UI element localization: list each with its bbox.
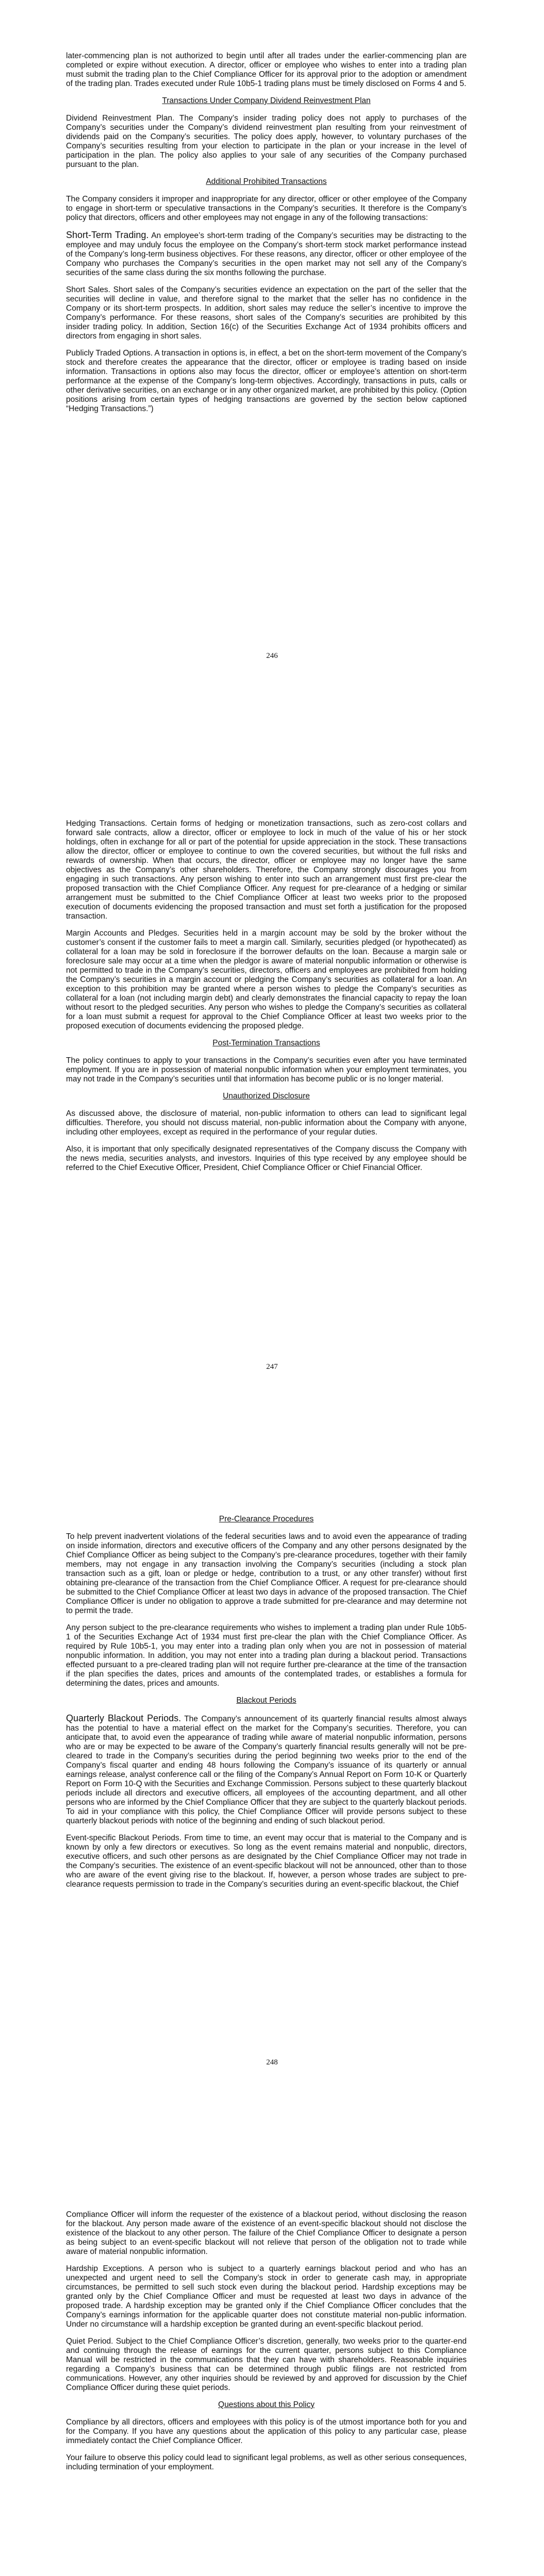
- paragraph-compliance-importance: Compliance by all directors, officers and employees with this policy is of the utmost importance both for you and for the Company. If you have any questions about the application of this policy to any particular case, please immediately contact the Chief Compliance Officer.: [66, 2418, 467, 2445]
- paragraph-event-specific-blackout: Event-specific Blackout Periods. From time to time, an event may occur that is material to the Company and is known by only a few directors or executives. So long as the event remains material and nonpublic, directors, executive officers, and such other persons as are designated by the Chief Compliance Officer may not trade in the Company’s securities. The existence of an event-specific blackout will not be announced, other than to those who are aware of the event giving rise to the blackout. If, however, a person whose trades are subject to pre-clearance requests permission to trade in the Company’s securities during an event-specific blackout, the Chief: [66, 1834, 467, 1889]
- page-number: 248: [266, 2058, 278, 2066]
- document-page-248: [0, 1515, 544, 1897]
- paragraph-blackout-continued: Compliance Officer will inform the requester of the existence of a blackout period, without disclosing the reason for the blackout. Any person made aware of the existence of an event-specific blackout should not disclose the existence of the blackout to any other person. The failure of the Chief Compliance Officer to designate a person as being subject to an event-specific blackout will not relieve that person of the obligation not to trade while aware of material nonpublic information.: [66, 2210, 467, 2256]
- paragraph-dividend-reinvestment: Dividend Reinvestment Plan. The Company’s insider trading policy does not apply to purchases of the Company’s securities under the Company’s dividend reinvestment plan resulting from your reinvestment of dividends paid on the Company’s securities. The policy does apply, however, to voluntary purchases of the Company’s securities resulting from your election to participate in the plan or your increase in the level of participation in the plan. The policy also applies to your sale of any securities of the Company purchased pursuant to the plan.: [66, 114, 467, 169]
- paragraph-trading-plan-preclear: Any person subject to the pre-clearance requirements who wishes to implement a trading plan under Rule 10b5-1 of the Securities Exchange Act of 1934 must first pre-clear the plan with the Chief Compliance Officer. As required by Rule 10b5-1, you may enter into a trading plan only when you are not in possession of material nonpublic information. In addition, you may not enter into a trading plan during a blackout period. Transactions effected pursuant to a pre-cleared trading plan will not require further pre-clearance at the time of the transaction if the plan specifies the dates, prices and amounts of the contemplated trades, or establishes a formula for determining the dates, prices and amounts.: [66, 1623, 467, 1688]
- page-number: 246: [266, 652, 278, 660]
- paragraph-hardship-exceptions: Hardship Exceptions. A person who is subject to a quarterly earnings blackout period and who has an unexpected and urgent need to sell the Company’s stock in order to generate cash may, in appropriate circumstances, be permitted to sell such stock even during the blackout period. Hardship exceptions may be granted only by the Chief Compliance Officer and must be requested at least two days in advance of the proposed trade. A hardship exception may be granted only if the Chief Compliance Officer concludes that the Company’s earnings information for the applicable quarter does not constitute material non-public information. Under no circumstance will a hardship exception be granted during an event-specific blackout period.: [66, 2264, 467, 2329]
- paragraph-short-term-trading: [66, 230, 467, 278]
- heading-pre-clearance: Pre-Clearance Procedures: [219, 1515, 314, 1523]
- paragraph-hedging-transactions: Hedging Transactions. Certain forms of hedging or monetization transactions, such as zero-cost collars and forward sale contracts, allow a director, officer or employee to lock in much of the value of his or her stock holdings, often in exchange for all or part of the potential for upside appreciation in the stock. These transactions allow the director, officer or employee to continue to own the covered securities, but without the full risks and rewards of ownership. When that occurs, the director, officer or employee may no longer have the same objectives as the Company’s other shareholders. Therefore, the Company strongly discourages you from engaging in such transactions. Any person wishing to enter into such an arrangement must first pre-clear the proposed transaction with the Chief Compliance Officer. Any request for pre-clearance of a hedging or similar arrangement must be submitted to the Chief Compliance Officer at least two weeks prior to the proposed execution of documents evidencing the proposed transaction and must set forth a justification for the proposed transaction.: [66, 819, 467, 921]
- page-number: 247: [266, 1363, 278, 1371]
- paragraph-trading-plan-continued: later-commencing plan is not authorized to begin until after all trades under the earlier-commencing plan are completed or expire without execution. A director, officer or employee who wishes to enter into a trading plan must submit the trading plan to the Chief Compliance Officer for its approval prior to the adoption or amendment of the trading plan. Trades executed under Rule 10b5-1 trading plans must be timely disclosed on Forms 4 and 5.: [66, 52, 467, 88]
- paragraph-designated-representatives: Also, it is important that only specifically designated representatives of the Company discuss the Company with the news media, securities analysts, and investors. Inquiries of this type received by any employee should be referred to the Chief Executive Officer, President, Chief Compliance Officer or Chief Financial Officer.: [66, 1145, 467, 1172]
- heading-post-termination: Post-Termination Transactions: [212, 1039, 320, 1047]
- heading-questions: Questions about this Policy: [218, 2400, 315, 2409]
- heading-unauthorized-disclosure: Unauthorized Disclosure: [223, 1092, 310, 1100]
- document-page-247: [0, 819, 544, 1180]
- short-term-trading-body: An employee’s short-term trading of the Company’s securities may be distracting to the employee and may unduly focus the employee on the Company’s short-term stock market performance instead of the Company’s long-term business objectives. For these reasons, any director, officer or other employee of the Company who purchases the Company’s securities in the open market may not sell any of the Company’s securities of the same class during the six months following the purchase.: [66, 231, 467, 277]
- paragraph-quarterly-blackout: [66, 1714, 467, 1826]
- heading-dividend-reinvestment: Transactions Under Company Dividend Reinvestment Plan: [162, 96, 371, 105]
- document-page-249: [0, 2210, 544, 2480]
- heading-additional-prohibited: Additional Prohibited Transactions: [206, 177, 327, 186]
- paragraph-margin-accounts: Margin Accounts and Pledges. Securities held in a margin account may be sold by the broker without the customer’s consent if the customer fails to meet a margin call. Similarly, securities pledged (or hypothecated) as collateral for a loan may be sold in foreclosure if the borrower defaults on the loan. Because a margin sale or foreclosure sale may occur at a time when the pledgor is aware of material nonpublic information or otherwise is not permitted to trade in the Company’s securities, directors, officers and employees are prohibited from holding the Company’s securities in a margin account or pledging the Company’s securities as collateral for a loan. An exception to this prohibition may be granted where a person wishes to pledge the Company’s securities as collateral for a loan (not including margin debt) and clearly demonstrates the financial capacity to repay the loan without resort to the pledged securities. Any person who wishes to pledge the Company’s securities as collateral for a loan must submit a request for approval to the Chief Compliance Officer at least two weeks prior to the proposed execution of documents evidencing the proposed pledge.: [66, 929, 467, 1030]
- paragraph-quiet-period: Quiet Period. Subject to the Chief Compliance Officer’s discretion, generally, two weeks prior to the quarter-end and continuing through the release of earnings for the current quarter, persons subject to this Compliance Manual will be restricted in the communications that they can have with shareholders. Reasonable inquiries regarding a Company’s business that can be determined through public filings are not restricted from communications. However, any other inquiries should be reviewed by and approved for discussion by the Chief Compliance Officer during these quiet periods.: [66, 2337, 467, 2392]
- paragraph-publicly-traded-options: Publicly Traded Options. A transaction in options is, in effect, a bet on the short-term movement of the Company’s stock and therefore creates the appearance that the director, officer or employee is trading based on inside information. Transactions in options also may focus the director, officer or employee’s attention on short-term performance at the expense of the Company’s long-term objectives. Accordingly, transactions in puts, calls or other derivative securities, on an exchange or in any other organized market, are prohibited by this policy. (Option positions arising from certain types of hedging transactions are governed by the section below captioned “Hedging Transactions.”): [66, 349, 467, 413]
- paragraph-unauthorized-disclosure: As discussed above, the disclosure of material, non-public information to others can lead to significant legal difficulties. Therefore, you should not discuss material, non-public information about the Company with anyone, including other employees, except as required in the performance of your regular duties.: [66, 1109, 467, 1137]
- paragraph-pre-clearance: To help prevent inadvertent violations of the federal securities laws and to avoid even the appearance of trading on inside information, directors and executive officers of the Company and any other persons designated by the Chief Compliance Officer as being subject to the Company’s pre-clearance procedures, together with their family members, may not engage in any transaction involving the Company’s securities (including a stock plan transaction such as a gift, loan or pledge or hedge, contribution to a trust, or any other transfer) without first obtaining pre-clearance of the transaction from the Chief Compliance Officer. A request for pre-clearance should be submitted to the Chief Compliance Officer at least two days in advance of the proposed transaction. The Chief Compliance Officer is under no obligation to approve a trade submitted for pre-clearance and may determine not to permit the trade.: [66, 1532, 467, 1615]
- paragraph-post-termination: The policy continues to apply to your transactions in the Company’s securities even after you have terminated employment. If you are in possession of material nonpublic information when your employment terminates, you may not trade in the Company’s securities until that information has become public or is no longer material.: [66, 1056, 467, 1083]
- paragraph-prohibited-intro: The Company considers it improper and inappropriate for any director, officer or other employee of the Company to engage in short-term or speculative transactions in the Company’s securities. It therefore is the Company’s policy that directors, officers and other employees may not engage in any of the following transactions:: [66, 195, 467, 222]
- paragraph-failure-consequences: Your failure to observe this policy could lead to significant legal problems, as well as other serious consequences, including termination of your employment.: [66, 2453, 467, 2471]
- quarterly-blackout-body: The Company’s announcement of its quarterly financial results almost always has the potential to have a material effect on the market for the Company’s securities. Therefore, you can anticipate that, to avoid even the appearance of trading while aware of material nonpublic information, persons who are or may be expected to be aware of the Company’s quarterly financial results generally will not be pre-cleared to trade in the Company’s securities during the period beginning two weeks prior to the end of the Company’s fiscal quarter and ending 48 hours following the Company’s issuance of its quarterly or annual earnings release, analyst conference call or the filing of the Company’s Annual Report on Form 10-K or Quarterly Report on Form 10-Q with the Securities and Exchange Commission. Persons subject to these quarterly blackout periods include all directors and executive officers, all employees of the accounting department, and all other persons who are informed by the Chief Compliance Officer that they are subject to the quarterly blackout periods. To aid in your compliance with this policy, the Chief Compliance Officer will provide persons subject to these quarterly blackout periods with notice of the beginning and ending of such blackout period.: [66, 1715, 467, 1825]
- short-term-trading-lead: Short-Term Trading.: [66, 230, 149, 240]
- paragraph-short-sales: Short Sales. Short sales of the Company’s securities evidence an expectation on the part of the seller that the securities will decline in value, and therefore signal to the market that the seller has no confidence in the Company or its short-term prospects. In addition, short sales may reduce the seller’s incentive to improve the Company’s performance. For these reasons, short sales of the Company’s securities are prohibited by this insider trading policy. In addition, Section 16(c) of the Securities Exchange Act of 1934 prohibits officers and directors from engaging in short sales.: [66, 285, 467, 341]
- heading-blackout-periods: Blackout Periods: [236, 1696, 296, 1705]
- document-page-246: [0, 52, 544, 421]
- quarterly-blackout-lead: Quarterly Blackout Periods.: [66, 1713, 182, 1723]
